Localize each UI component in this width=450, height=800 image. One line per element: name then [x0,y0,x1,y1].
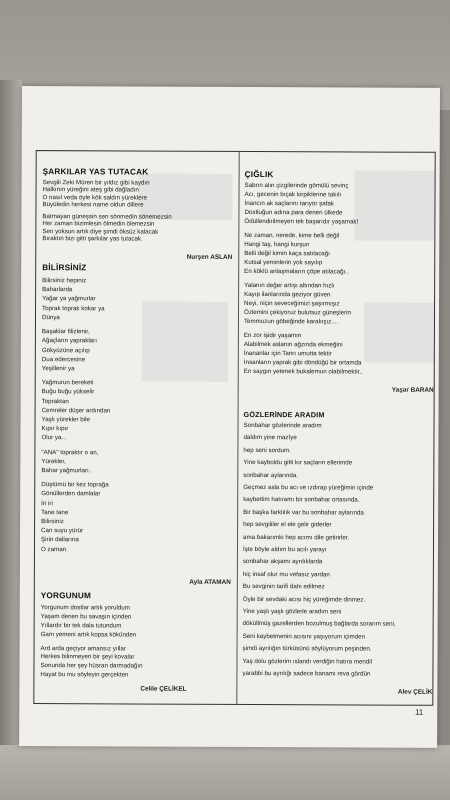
poem-line: En zor işidir yaşamın [243,331,302,340]
poem-line: Can suyu yürür [41,527,84,535]
poem-line: Toprak toprak kokar ya [42,304,105,312]
column-divider [236,152,239,704]
poem-line: Acı, gecenin bıçak kirpiklerine takılı [244,190,342,199]
poem-line: Başaklar filizlenir, [41,328,90,336]
poem-line: döküllmüş gazellerden bozulmuş bağlarda sorarım seni, [242,620,396,629]
ghost-shadow [364,302,434,362]
poem-line: Belli değil kimin kaça satılacağı [244,249,330,258]
poem-title-gozlerinde: GÖZLERİNDE ARADIM [243,409,325,420]
poem-line: Bilirsiniz hepiniz [42,277,87,285]
poem-line: Gönüllerden damlalar [41,490,101,498]
poem-line: Bahar yağmurları.. [41,467,93,475]
poem-line: Kutsal yeminlerin yok sayılıp [244,258,323,267]
poem-line: Gam yemeni artık kopsa kökünden [40,630,137,639]
poem-line: Alabilmek aslanın ağzında ekmeğini [243,340,343,349]
poem-line: Dua edercesine [41,355,86,363]
poem-line: Baharlarda [42,286,73,294]
poem-line: Dostluğun adına para denen ülkede [244,208,343,217]
poem-line: Yağar ya yağmurlar [42,295,96,303]
poem-line: Neyi, niçin seveceğimizi şaşırmışız [244,299,340,308]
poem-line: Sen yoksun artık diye şimdi öksüz kalacak [42,227,159,236]
poem-line: Temmuzun göbeğinde karakışız.... [243,317,339,326]
poem-line: Seni kaybetmenin acısını yaşıyorum içimden [242,632,366,641]
poem-line: hep sevgililer el ele gelir giderler [243,521,332,529]
poem-line: Hangi taş, hangi kurşun [244,240,310,249]
magazine-page [19,86,440,748]
poem-author-bilirsiniz: Ayla ATAMAN [189,578,231,586]
poem-line: İri iri [41,499,53,507]
poem-line: Halkının yüreğini ateş gibi dağladın [42,186,139,194]
poem-line: İnancın ak saçlarını tarıyor şafak [244,199,334,208]
left-column [40,151,232,704]
poem-line: Yaşam denen bu savaşın içinden [40,612,132,621]
poem-line: sonbahar akşamı ayrılıklarda [242,558,323,566]
poem-line: Yine kayboldu gitti kır saçların ellerimde [243,459,353,467]
poem-line: Bu sevginin tarifi dahi edilmez [242,583,325,591]
poem-line: Kıpır kıpır [41,425,69,433]
poem-line: Ödüllendirilmeyen tek başarıdır yaşamak! [244,217,359,226]
poem-line: Herkes bilinmeyen bir şeyi kovalar [40,653,135,661]
poem-line: Yağmurun bereketi [41,379,94,387]
poem-line: Yorgunum dostlar artık yoruldum [40,604,130,612]
content-frame [33,150,435,706]
poem-line: Geçmez asla bu acı ve ızdırap yüreğimin içinde [243,483,374,492]
poem-line: Yalanın değer artışı altından hızlı [244,281,335,290]
poem-line: Yeşillenir ya [41,364,75,373]
right-column [242,152,434,705]
poem-author-ciglik: Yaşar BARAN [391,386,434,394]
poem-line: Her zaman bizimlesin ölmedin ölemezsin [42,220,155,228]
page-number: 11 [414,707,424,717]
poem-line: En köklü anlaşmaların çöpe atılacağı.. [244,267,349,276]
background-table [0,745,450,800]
poem-line: yarabbi bu ayrılığı sadece banamı reva gördün [242,669,371,678]
poem-line: Özlemini çekiyoruz bulutsuz güneşlerin [243,308,351,317]
poem-line: Dünya [41,313,60,321]
poem-line: Sabrın alın çizgilerinde gömülü sevinç [244,181,349,190]
poem-title-sarkilar: ŞARKILAR YAS TUTACAK [42,167,149,177]
poem-title-bilirsiniz: BİLİRSİNİZ [42,263,87,273]
poem-line: En saygın yetenek bukalemun olabilmektir.. [243,367,363,376]
poem-line: O nasıl veda öyle kök saldın yüreklere [42,193,148,202]
poem-line: Şirin dallarına [41,536,79,544]
poem-line: Büyüledin herkesi name oldun dillere [42,201,144,209]
poem-line: Düştümü bir kez toprağa [41,481,109,489]
poem-line: Bilirsiniz [41,518,64,526]
poem-title-yorgunum: YORGUNUM [40,591,92,601]
poem-line: daldım yine mazîye [243,434,297,442]
poem-line: Ne zaman, nerede, kime belli değil [244,231,340,240]
poem-author-sarkilar: Nurşen ASLAN [186,253,233,261]
poem-title-ciglik: ÇIĞLIK [244,169,274,180]
poem-line: hiç insaf olur mu vefasız yardan [242,570,330,579]
poem-line: sonbahar aylarında. [243,471,299,479]
poem-line: Hayat bu mu söyleyin gerçekten [40,671,129,679]
poem-line: Yaş dolu gözlerim ıslandı verdiğin hatıra mendil [242,657,373,666]
poem-line: Yaşlı yürekler bile [41,415,90,424]
poem-line: Yıllardır bir tek dala tutundum [40,621,122,630]
poem-line: İnsanların yaprak gibi döndüğü bir ortamda [243,358,362,367]
poem-line: "ANA" topraktır o an, [41,448,99,456]
poem-line: ama bakarımki hep acımı dile getirirler. [243,533,350,542]
poem-line: Ard arda geçiyor amansız yıllar [40,644,126,652]
poem-author-yorgunum: Celile ÇELİKEL [140,685,187,693]
poem-line: Cemreler düşer ardından [41,406,111,415]
poem-line: Öyle bir sevdaki acısı hiç yüreğimde dinmez. [242,595,366,604]
poem-line: Olur ya... [41,434,67,442]
poem-line: hep seni sordum. [243,446,291,454]
poem-line: şimdi ayrılığın türküsünü söylüyorum peşinden. [242,645,372,653]
poem-line: O zaman. [40,545,68,553]
poem-line: Ağaçların yaprakları [41,337,97,345]
poem-line: Buğu buğu yükselir [41,388,95,396]
poem-line: Kayıp ilanlarında geziyor güven [244,290,331,299]
poem-line: Sonbahar gözlerinde aradım [243,421,322,430]
poem-line: İşte böyle aldım bu acılı yarayı [242,545,327,554]
poem-line: Topraktan [41,397,69,405]
poem-line: kaybettim hatıramı bir sonbahar ortasında. [243,496,360,504]
poem-line: Sevgili Zeki Müren bir yıldız gibi kaydın [42,179,150,187]
poem-line: Tane tane [41,508,69,517]
poem-line: Yürekler, [41,457,66,465]
poem-line: Bıraktın bizi gitti şarkılar yas tutacak. [42,234,143,243]
poem-line: Gökyüzüne açılıp [41,346,90,354]
poem-line: İnananlar için Tanrı umutta tektir [243,349,332,358]
poem-line: Bir başka farklılık var bu sonbahar aylarında [243,508,364,517]
ghost-shadow [354,170,434,240]
poem-line: Yine yaşlı yaşlı gözlerle aradım seni [242,607,342,616]
ghost-shadow [142,302,228,382]
poem-author-gozlerinde: Alev ÇELİK [397,688,433,696]
poem-line: Sonunda her şey hüsran darmadağın [40,662,143,670]
poem-line: Batmayan güneşsin sen sönmedin sönemezsin [42,212,172,221]
